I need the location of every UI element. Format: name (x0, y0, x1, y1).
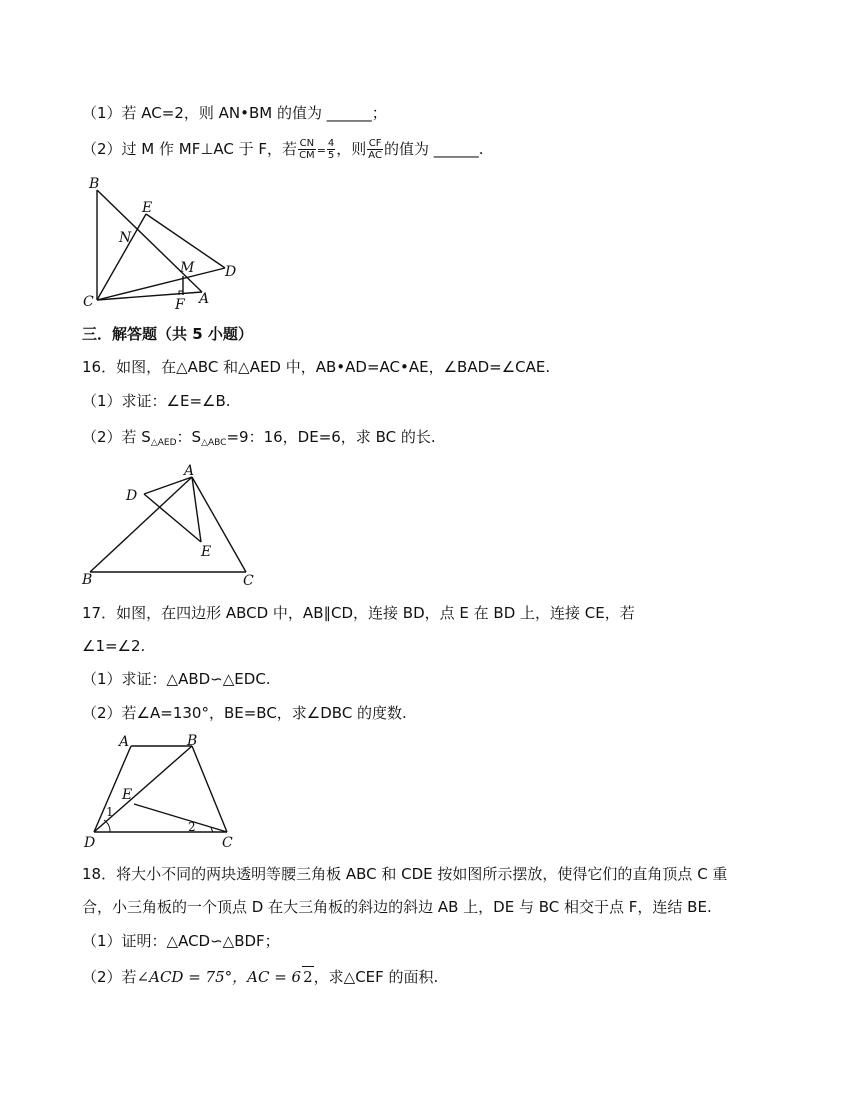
section-3-heading: 三．解答题（共 5 小题） (82, 325, 253, 343)
segment-ec (134, 804, 227, 832)
q15-figure (80, 172, 250, 312)
q15-part2 (82, 138, 484, 161)
label-f: F (175, 297, 185, 313)
sqrt-2: 2 (303, 968, 313, 986)
q17-stem-line2: ∠1=∠2. (82, 637, 146, 655)
q18-part1: （1）证明：△ACD∽△BDF； (82, 932, 280, 950)
q16-part2-c: =9：16，DE=6，求 BC 的长. (226, 428, 436, 446)
label-2: 2 (188, 820, 196, 834)
q17-part2: （2）若∠A=130°，BE=BC，求∠DBC 的度数. (82, 704, 407, 722)
fraction-cn-cm: $\frac{CN}{CM}$ (299, 138, 315, 161)
label-1: 1 (106, 805, 114, 819)
q16-part2-sub2: △ABC (201, 438, 227, 448)
q17-figure (80, 732, 250, 852)
label-b: B (187, 733, 198, 749)
q15-part2-blank: ______ (433, 140, 479, 158)
q15-part1-blank: ______ (326, 104, 372, 122)
q16-part2-a: （2）若 S (82, 428, 151, 446)
q16-part2 (82, 427, 436, 453)
q17-stem-line1: 17．如图，在四边形 ABCD 中，AB∥CD，连接 BD，点 E 在 BD 上，连接 CE，若 (82, 604, 635, 622)
label-d: D (84, 835, 96, 851)
label-c: C (222, 835, 233, 851)
segment-ab (90, 477, 192, 572)
label-b: B (89, 176, 100, 192)
label-d: D (126, 488, 138, 504)
label-c: C (83, 294, 94, 310)
label-a: A (199, 291, 210, 307)
label-b: B (82, 572, 93, 588)
q18-part2-a: （2）若 (82, 968, 137, 986)
fraction-cf-ac: $\frac{CF}{AC}$ (368, 138, 382, 161)
q15-part1-suffix: ； (371, 104, 387, 122)
q15-part2-prefix: （2）过 M 作 MF⊥AC 于 F，若 (82, 140, 298, 158)
q16-figure (78, 460, 268, 590)
segment-ad (144, 477, 192, 494)
q15-part2-suffix-text: 的值为 (383, 140, 429, 158)
q16-part2-b: ：S (176, 428, 202, 446)
label-n: N (119, 230, 132, 246)
q15-part1 (82, 103, 387, 123)
q18-part2-math: ∠ACD = 75°，AC = 6 (136, 968, 302, 986)
fraction-4-5: $\frac{4}{5}$ (327, 138, 335, 161)
q17-part1: （1）求证：△ABD∽△EDC. (82, 670, 271, 688)
label-a: A (119, 734, 130, 750)
q18-stem-line1: 18．将大小不同的两块透明等腰三角板 ABC 和 CDE 按如图所示摆放，使得它们的直角顶点 C 重 (82, 865, 728, 883)
segment-ce (97, 214, 146, 300)
label-c: C (243, 573, 254, 589)
label-e: E (142, 200, 153, 216)
q15-part2-end: . (478, 140, 484, 158)
segment-ae (192, 477, 201, 542)
label-e: E (122, 787, 133, 803)
label-d: D (225, 264, 237, 280)
q16-part1: （1）求证：∠E=∠B. (82, 392, 231, 410)
q15-part2-eq: = (316, 144, 326, 157)
label-a: A (184, 463, 195, 479)
q15-part1-prefix: （1）若 AC=2，则 AN•BM 的值为 (82, 104, 322, 122)
q16-stem: 16．如图，在△ABC 和△AED 中，AB•AD=AC•AE，∠BAD=∠CAE. (82, 358, 551, 376)
q18-part2 (82, 966, 438, 987)
q15-part2-mid: ，则 (336, 140, 367, 158)
q16-part2-sub1: △AED (150, 438, 177, 448)
label-m: M (180, 260, 195, 276)
segment-bd (94, 746, 192, 832)
label-e: E (201, 544, 212, 560)
q18-part2-b: ，求△CEF 的面积. (313, 968, 439, 986)
segment-bc (192, 746, 227, 832)
segment-de (144, 494, 201, 542)
q18-stem-line2: 合，小三角板的一个顶点 D 在大三角板的斜边的斜边 AB 上，DE 与 BC 相交于点 F，连结 BE. (82, 898, 712, 916)
